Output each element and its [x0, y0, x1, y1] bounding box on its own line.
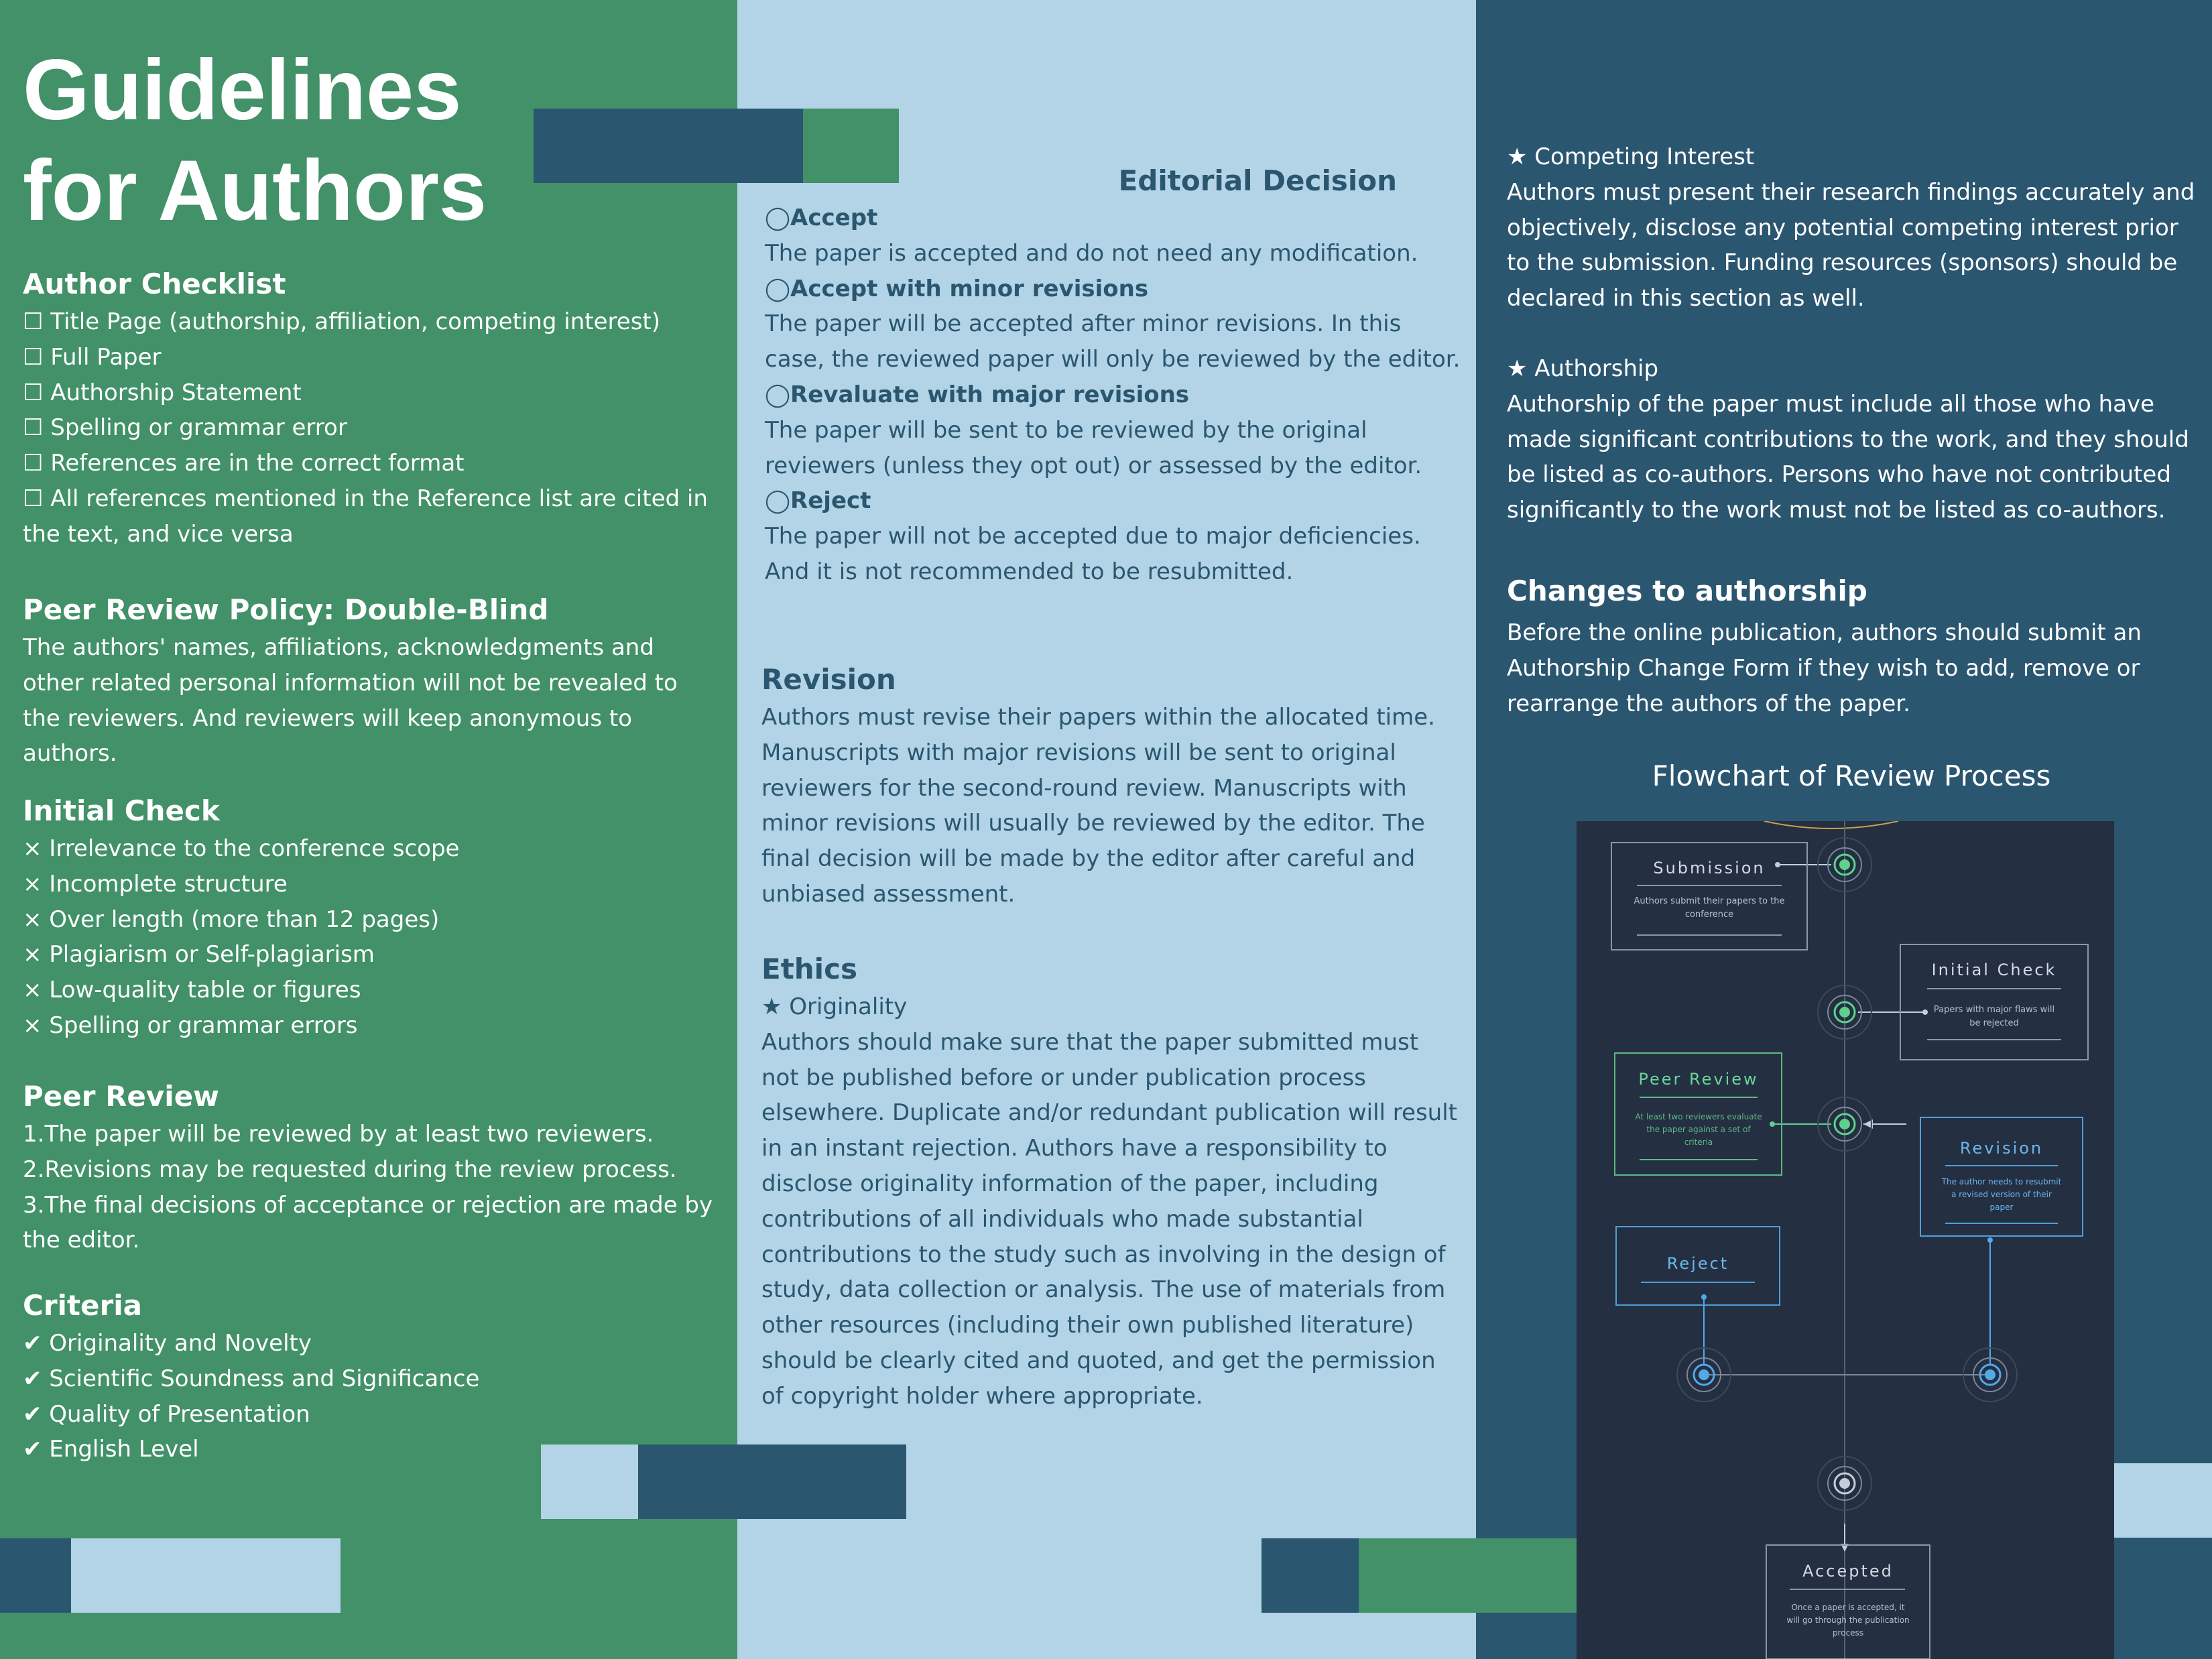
decision-minor-text: The paper will be accepted after minor revisions. In this case, the reviewed paper will only be reviewed by the editor.: [765, 310, 1461, 373]
peer-review-section: [23, 1077, 720, 1258]
flowchart-title: Flowchart of Review Process: [1652, 759, 2051, 792]
criteria-item: ✔ Originality and Novelty: [23, 1330, 312, 1357]
ethics-section: [761, 949, 1459, 1414]
competing-interest-section: [1507, 139, 2197, 316]
decision-major-text: The paper will be sent to be reviewed by the original reviewers (unless they opt out) or assessed by the editor.: [765, 416, 1422, 479]
accepted-desc-1: Once a paper is accepted, it: [1791, 1603, 1905, 1612]
checklist-item: ☐ Authorship Statement: [23, 379, 302, 406]
submission-desc-1: Authors submit their papers to the: [1634, 896, 1785, 906]
checklist-item: ☐ Full Paper: [23, 343, 162, 371]
accepted-title: Accepted: [1802, 1562, 1894, 1581]
deco-block-navy-top: [534, 109, 803, 183]
revision-heading: Revision: [761, 663, 896, 696]
criteria-list: [23, 1326, 720, 1467]
initial-check-list: [23, 831, 720, 1044]
criteria-item: ✔ English Level: [23, 1436, 199, 1463]
peer-review-list: [23, 1117, 720, 1258]
flowchart-svg: [1577, 821, 2114, 1659]
initial-check-desc-1: Papers with major flaws will: [1933, 1005, 2055, 1015]
accepted-desc-3: process: [1832, 1628, 1864, 1638]
checklist-item: ☐ Spelling or grammar error: [23, 414, 347, 442]
peer-review-policy-heading: Peer Review Policy: Double-Blind: [23, 593, 549, 626]
author-checklist: [23, 304, 720, 552]
title-line-2: for Authors: [23, 143, 487, 239]
checklist-item: ☐ All references mentioned in the Reference list are cited in the text, and vice versa: [23, 485, 708, 548]
criteria-heading: Criteria: [23, 1289, 142, 1322]
initial-check-item: × Irrelevance to the conference scope: [23, 835, 460, 862]
author-checklist-heading: Author Checklist: [23, 267, 286, 300]
authorship-section: [1507, 351, 2197, 528]
deco-block-lightblue-bottom-left: [71, 1538, 341, 1613]
revision-desc-3: paper: [1989, 1203, 2014, 1212]
peer-review-item: 3.The final decisions of acceptance or rejection are made by the editor.: [23, 1191, 713, 1254]
deco-block-green-top: [803, 109, 899, 183]
competing-interest-label: ★ Competing Interest: [1507, 143, 1755, 170]
deco-block-navy-bottom-left: [0, 1538, 71, 1613]
initial-check-section: [23, 791, 720, 1044]
initial-check-item: × Low-quality table or figures: [23, 977, 361, 1004]
revision-title: Revision: [1959, 1139, 2044, 1158]
peer-review-policy-text: The authors' names, affiliations, acknowledgments and other related personal information will not be revealed to the reviewers. And reviewers will keep anonymous to authors.: [23, 634, 678, 767]
connector-dot: [1987, 1237, 1993, 1243]
flowchart: [1577, 821, 2114, 1659]
peer-review-policy-section: [23, 590, 720, 772]
connector-dot: [1922, 1009, 1928, 1015]
submission-desc-2: conference: [1684, 910, 1734, 920]
changes-authorship-text: Before the online publication, authors should submit an Authorship Change Form if they wish to add, remove or rearrange the authors of the paper.: [1507, 619, 2142, 717]
criteria-item: ✔ Scientific Soundness and Significance: [23, 1365, 480, 1392]
accepted-desc-2: will go through the publication: [1786, 1615, 1910, 1625]
revision-desc-1: The author needs to resubmit: [1941, 1177, 2062, 1186]
peer-review-title: Peer Review: [1638, 1070, 1759, 1089]
originality-text: Authors should make sure that the paper submitted must not be published before or under publication process elsewhere. Duplicate and/or redundant publication will result in an instant rejection. Authors have a responsibility to disclose originality information of the paper, including contributions of all individuals who made substantial contributions to the study such as involving in the design of study, data collection or analysis. The use of materials from other resources (including their own published literature) should be clearly cited and quoted, and get the permission of copyright holder where appropriate.: [761, 1028, 1457, 1410]
deco-block-navy-bottom-mid: [1262, 1538, 1359, 1613]
decision-accept-label: ◯Accept: [765, 204, 878, 231]
criteria-item: ✔ Quality of Presentation: [23, 1400, 310, 1428]
changes-authorship-heading: Changes to authorship: [1507, 574, 1867, 607]
peer-review-desc-1: At least two reviewers evaluate: [1635, 1112, 1762, 1121]
changes-authorship-section: [1507, 571, 2197, 721]
ethics-heading: Ethics: [761, 953, 857, 985]
title-line-1: Guidelines: [23, 42, 462, 138]
connector-dot: [1770, 1121, 1775, 1127]
peer-review-item: 2.Revisions may be requested during the review process.: [23, 1156, 677, 1183]
initial-check-item: × Over length (more than 12 pages): [23, 906, 440, 933]
peer-review-heading: Peer Review: [23, 1080, 219, 1113]
decision-accept-text: The paper is accepted and do not need any modification.: [765, 239, 1418, 267]
page-title: [23, 40, 487, 241]
initial-check-desc-2: be rejected: [1969, 1018, 2019, 1028]
authorship-label: ★ Authorship: [1507, 355, 1659, 382]
competing-interest-text: Authors must present their research findings accurately and objectively, disclose any potential competing interest prior to the submission. Funding resources (sponsors) should be declared in this section as well.: [1507, 178, 2195, 312]
revision-section: [761, 660, 1459, 912]
checklist-item: ☐ Title Page (authorship, affiliation, competing interest): [23, 308, 661, 335]
initial-check-item: × Plagiarism or Self-plagiarism: [23, 941, 375, 969]
initial-check-item: × Incomplete structure: [23, 870, 288, 898]
connector-dot: [1701, 1294, 1707, 1300]
editorial-decision-section: [765, 200, 1462, 590]
peer-review-desc-3: criteria: [1684, 1138, 1713, 1147]
initial-check-title: Initial Check: [1931, 961, 2057, 979]
criteria-section: [23, 1286, 720, 1467]
peer-review-item: 1.The paper will be reviewed by at least two reviewers.: [23, 1121, 654, 1148]
peer-review-desc-2: the paper against a set of: [1646, 1125, 1751, 1134]
decision-minor-label: ◯Accept with minor revisions: [765, 275, 1149, 302]
editorial-decision-heading: Editorial Decision: [1118, 164, 1397, 197]
decision-major-label: ◯Revaluate with major revisions: [765, 381, 1190, 408]
connector-dot: [1775, 862, 1780, 867]
revision-desc-2: a revised version of their: [1951, 1190, 2052, 1199]
decision-reject-label: ◯Reject: [765, 487, 871, 515]
revision-text: Authors must revise their papers within the allocated time. Manuscripts with major revisions will be sent to original reviewers for the second-round review. Manuscripts with minor revisions will usually be reviewed by the editor. The final decision will be made by the editor after careful and unbiased assessment.: [761, 704, 1435, 908]
decision-reject-text: The paper will not be accepted due to major deficiencies. And it is not recommended to be resubmitted.: [765, 523, 1421, 585]
reject-title: Reject: [1666, 1254, 1729, 1273]
initial-check-item: × Spelling or grammar errors: [23, 1011, 358, 1039]
authorship-text: Authorship of the paper must include all those who have made significant contributions to the work, and they should be listed as co-authors. Persons who have not contributed significantly to the work must not be listed as co-authors.: [1507, 390, 2189, 524]
originality-label: ★ Originality: [761, 993, 908, 1020]
checklist-item: ☐ References are in the correct format: [23, 450, 465, 477]
author-checklist-section: [23, 264, 720, 552]
decorative-arc: [1764, 821, 1898, 828]
submission-title: Submission: [1653, 859, 1766, 877]
initial-check-heading: Initial Check: [23, 794, 220, 827]
